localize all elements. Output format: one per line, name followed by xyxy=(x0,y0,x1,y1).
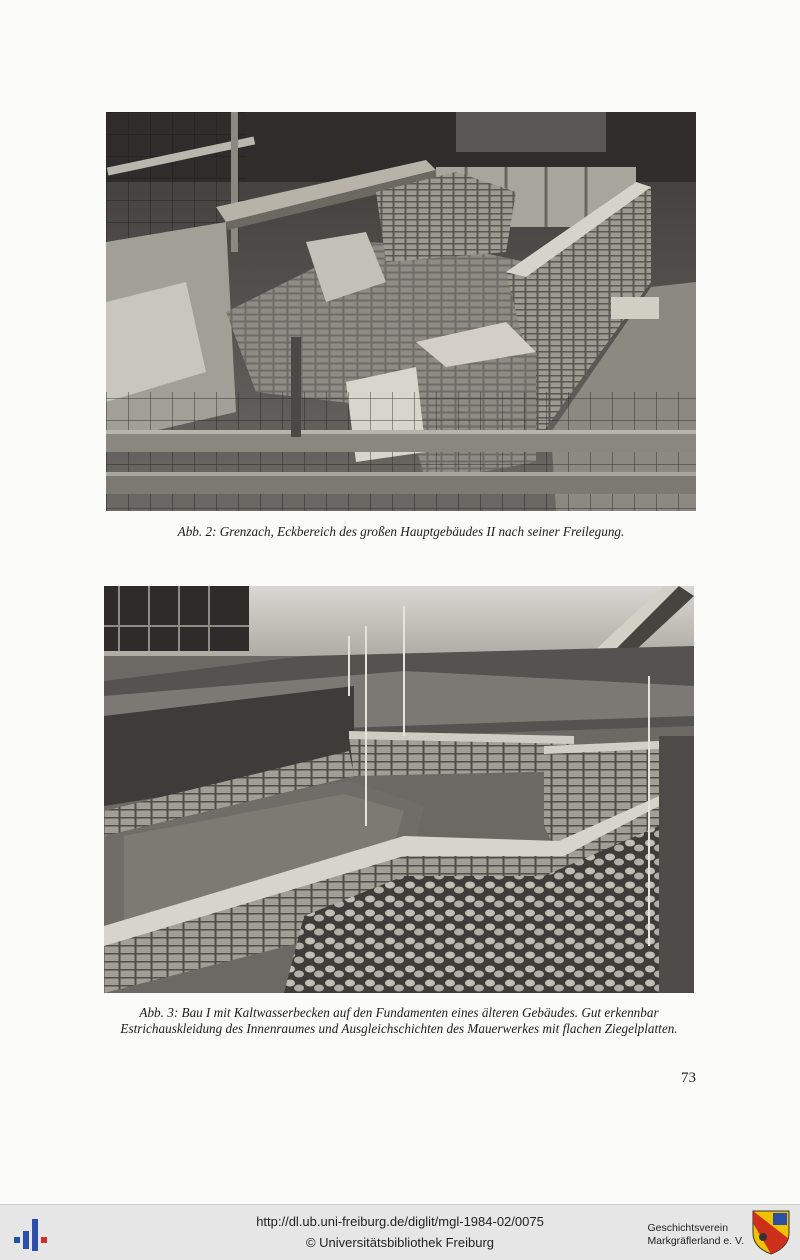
society-line-1: Geschichtsverein xyxy=(647,1222,729,1234)
copyright-notice: © Universitätsbibliothek Freiburg xyxy=(305,1235,495,1250)
society-line-2: Markgräflerland e. V. xyxy=(647,1235,744,1247)
document-url[interactable]: http://dl.ub.uni-freiburg.de/diglit/mgl-1984-02/0075 xyxy=(256,1214,544,1229)
figure-3-photo xyxy=(104,586,694,993)
coat-of-arms-icon[interactable] xyxy=(751,1209,791,1255)
figure-3-caption: Abb. 3: Bau I mit Kaltwasserbecken auf den Fundamenten eines älteren Gebäudes. Gut erkennbar Estrichauskleidung des Innenraumes und Ausgleichschichten des Mauerwerkes mit flachen Ziegelplatten. xyxy=(120,1005,678,1036)
figure-2-photo xyxy=(106,112,696,511)
footer-bar xyxy=(0,1204,800,1260)
society-name xyxy=(648,1222,745,1248)
figure-2-caption: Abb. 2: Grenzach, Eckbereich des großen Hauptgebäudes II nach seiner Freilegung. xyxy=(177,524,625,539)
page-number: 73 xyxy=(681,1070,696,1086)
